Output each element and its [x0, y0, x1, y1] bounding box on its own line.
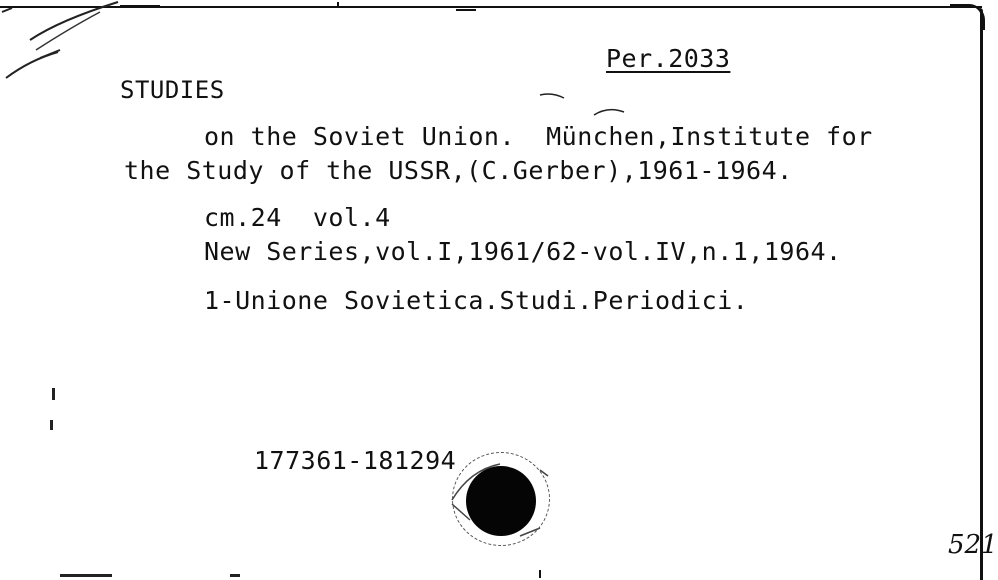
bottom-edge-mark [230, 574, 240, 577]
title-line-1: on the Soviet Union. München,Institute for [204, 122, 873, 151]
card-top-edge [0, 6, 982, 8]
handwritten-margin-note: 521 [948, 530, 998, 560]
tilde-mark-1 [540, 94, 564, 98]
margin-tick [50, 420, 53, 430]
margin-tick [52, 388, 55, 400]
punch-hole [466, 466, 536, 536]
tilde-mark-2 [594, 110, 624, 115]
card-right-edge [980, 8, 983, 580]
accession-numbers: 177361-181294 [254, 446, 457, 475]
call-number: Per.2033 [606, 44, 731, 73]
series-note: New Series,vol.I,1961/62-vol.IV,n.1,1964. [204, 237, 842, 266]
card-heading: STUDIES [120, 76, 225, 104]
collation: cm.24 vol.4 [204, 203, 391, 232]
corner-scribble-2 [36, 12, 100, 50]
corner-scribble [2, 2, 118, 78]
subject-heading: 1-Unione Sovietica.Studi.Periodici. [204, 286, 749, 315]
title-line-2: the Study of the USSR,(C.Gerber),1961-1964. [124, 156, 793, 185]
bottom-edge-mark [60, 574, 112, 577]
